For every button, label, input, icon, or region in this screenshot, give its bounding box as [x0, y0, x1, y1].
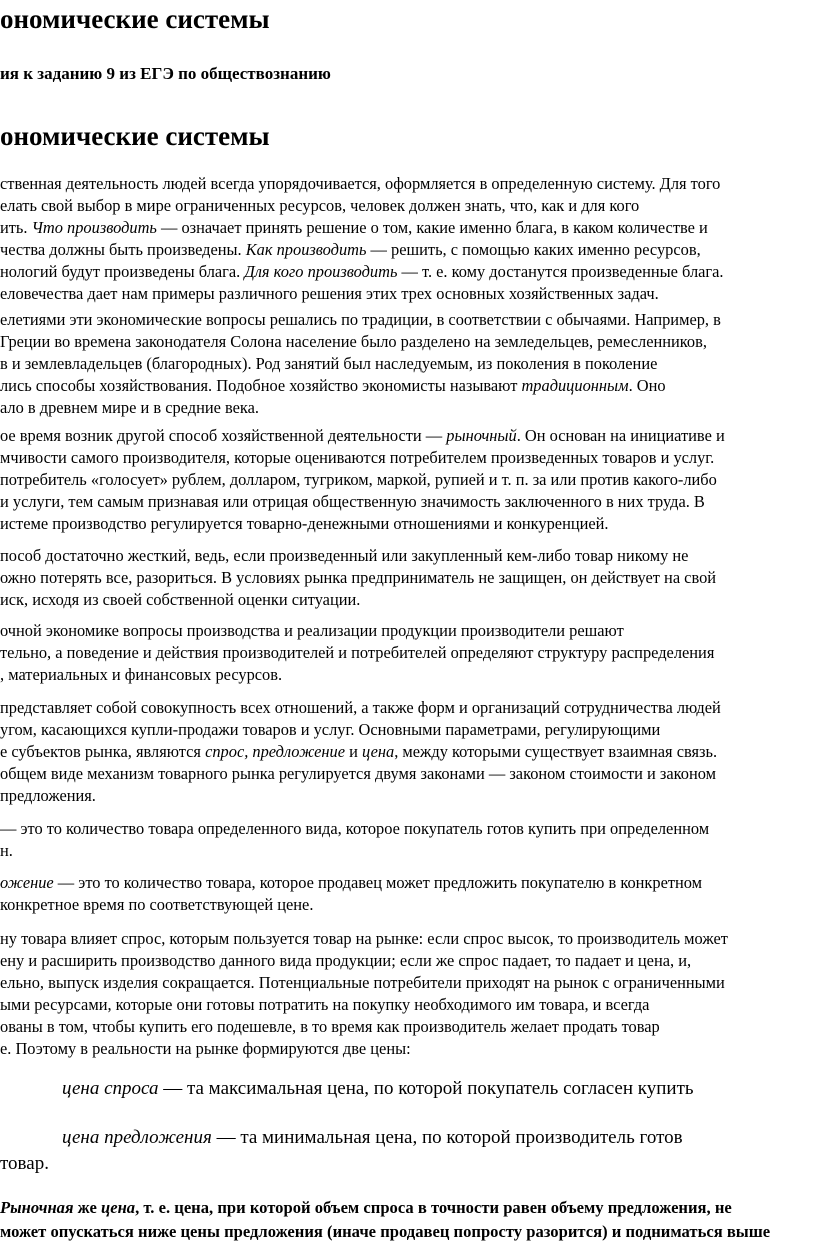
text-run: нологий будут произведены блага.	[0, 262, 245, 281]
text-run: — та максимальная цена, по которой покупатель согласен купить	[158, 1078, 694, 1099]
paragraph-line: представляет собой совокупность всех отношений, а также форм и организаций сотрудничества людей	[0, 698, 721, 717]
price-demand-definition	[62, 1076, 816, 1102]
text-run: — т. е. кому достанутся произведенные блага.	[397, 262, 724, 281]
text-run: — решить, с помощью каких именно ресурсов,	[366, 240, 701, 259]
paragraph-line: ало в древнем мире и в средние века.	[0, 398, 260, 417]
emphasis-text: цена	[100, 1198, 136, 1217]
paragraph-line: мчивости самого производителя, которые оцениваются потребителем произведенных товаров и услуг.	[0, 448, 715, 467]
paragraph-line: ственная деятельность людей всегда упорядочивается, оформляется в определенную систему. Для того	[0, 174, 721, 193]
paragraph-line	[0, 425, 816, 447]
text-run: . Оно	[628, 376, 666, 395]
paragraph-line	[0, 375, 816, 397]
emphasis-text: Что производить	[31, 218, 157, 237]
paragraph-line: елетиями эти экономические вопросы решались по традиции, в соответствии с обычаями. Например, в	[0, 310, 721, 329]
text-run: и	[345, 742, 362, 761]
paragraph-line	[0, 872, 816, 894]
paragraph-line: в и землевладельцев (благородных). Род занятий был наследуемым, из поколения в поколение	[0, 354, 658, 373]
emphasis-text: цена предложения	[62, 1127, 212, 1148]
text-run: — это то количество товара, которое продавец может предложить покупателю в конкретном	[53, 873, 703, 892]
paragraph-line: елать свой выбор в мире ограниченных ресурсов, человек должен знать, что, как и для кого	[0, 196, 640, 215]
paragraph-6	[0, 697, 816, 807]
paragraph-line: конкретное время по соответствующей цене.	[0, 895, 314, 914]
paragraph-7	[0, 818, 816, 862]
text-run: же	[73, 1198, 101, 1217]
price-supply-definition	[62, 1125, 816, 1151]
paragraph-line: , материальных и финансовых ресурсов.	[0, 665, 283, 684]
text-run: чества должны быть произведены.	[0, 240, 246, 259]
paragraph-line: ожно потерять все, разориться. В условиях рынка предприниматель не защищен, он действует на свой	[0, 568, 717, 587]
paragraph-line: общем виде механизм товарного рынка регулируется двумя законами — законом стоимости и законом	[0, 764, 716, 783]
emphasis-text: спрос, предложение	[205, 742, 345, 761]
paragraph-line: н.	[0, 841, 13, 860]
price-demand-line	[62, 1076, 816, 1102]
emphasis-text: традиционным	[521, 376, 629, 395]
text-run: лись способы хозяйствования. Подобное хозяйство экономисты называют	[0, 376, 522, 395]
paragraph-line: ну товара влияет спрос, которым пользуется товар на рынке: если спрос высок, то производитель может	[0, 929, 728, 948]
paragraph-line: е. Поэтому в реальности на рынке формируются две цены:	[0, 1039, 411, 1058]
paragraph-line: пособ достаточно жесткий, ведь, если произведенный или закупленный кем-либо товар никому не	[0, 546, 689, 565]
page-subtitle: ия к заданию 9 из ЕГЭ по обществознанию	[0, 64, 331, 83]
paragraph-line	[0, 239, 816, 261]
paragraph-line: Греции во времена законодателя Солона население было разделено на земледельцев, ремесленников,	[0, 332, 707, 351]
paragraph-2	[0, 309, 816, 419]
text-run: — та минимальная цена, по которой производитель готов	[211, 1127, 683, 1148]
paragraph-3	[0, 425, 816, 535]
section-title: ономические системы	[0, 121, 270, 151]
text-run: , между которыми существует взаимная связь.	[394, 742, 718, 761]
paragraph-8	[0, 872, 816, 916]
paragraph-line	[0, 741, 816, 763]
paragraph-line: еловечества дает нам примеры различного решения этих трех основных хозяйственных задач.	[0, 284, 659, 303]
paragraph-line: ельно, выпуск изделия сокращается. Потенциальные потребители приходят на рынок с ограниченными	[0, 973, 725, 992]
paragraph-line: предложения.	[0, 786, 96, 805]
text-run: — означает принять решение о том, какие именно блага, в каком количестве и	[156, 218, 708, 237]
price-supply-tail-text: товар.	[0, 1153, 49, 1174]
paragraph-line: ену и расширить производство данного вида продукции; если же спрос падает, то падает и цена, и,	[0, 951, 692, 970]
page-title: ономические системы	[0, 4, 270, 34]
emphasis-text: Как производить	[245, 240, 367, 259]
price-supply-line	[62, 1125, 816, 1151]
price-supply-tail	[0, 1151, 816, 1177]
emphasis-text: цена спроса	[62, 1078, 159, 1099]
paragraph-9	[0, 928, 816, 1060]
paragraph-4	[0, 545, 816, 611]
paragraph-line: — это то количество товара определенного вида, которое покупатель готов купить при определенном	[0, 819, 710, 838]
paragraph-1	[0, 173, 816, 305]
paragraph-line: ованы в том, чтобы купить его подешевле, в то время как производитель желает продать товар	[0, 1017, 660, 1036]
emphasis-text: ожение	[0, 873, 54, 892]
market-price-paragraph	[0, 1196, 816, 1244]
paragraph-line: и услуги, тем самым признавая или отрицая общественную значимость заключенного в них труда. В	[0, 492, 705, 511]
paragraph-line: иск, исходя из своей собственной оценки ситуации.	[0, 590, 361, 609]
paragraph-line: может опускаться ниже цены предложения (иначе продавец попросту разорится) и подниматься выше	[0, 1222, 771, 1241]
paragraph-line: истеме производство регулируется товарно-денежными отношениями и конкуренцией.	[0, 514, 609, 533]
paragraph-line: тельно, а поведение и действия производителей и потребителей определяют структуру распределения	[0, 643, 715, 662]
paragraph-line: очной экономике вопросы производства и реализации продукции производители решают	[0, 621, 624, 640]
paragraph-line: потребитель «голосует» рублем, долларом, тугриком, маркой, рупией и т. п. за или против какого-либо	[0, 470, 717, 489]
emphasis-text: Рыночная	[0, 1198, 74, 1217]
text-run: ить.	[0, 218, 32, 237]
text-run: ое время возник другой способ хозяйственной деятельности —	[0, 426, 447, 445]
emphasis-text: цена	[361, 742, 395, 761]
paragraph-line	[0, 1196, 816, 1220]
text-run: . Он основан на инициативе и	[516, 426, 725, 445]
text-run: , т. е. цена, при которой объем спроса в точности равен объему предложения, не	[135, 1198, 732, 1217]
paragraph-line	[0, 261, 816, 283]
paragraph-line: ыми ресурсами, которые они готовы потратить на покупку необходимого им товара, и всегда	[0, 995, 650, 1014]
paragraph-5	[0, 620, 816, 686]
emphasis-text: Для кого производить	[244, 262, 398, 281]
emphasis-text: рыночный	[446, 426, 517, 445]
text-run: е субъектов рынка, являются	[0, 742, 206, 761]
paragraph-line: угом, касающихся купли-продажи товаров и услуг. Основными параметрами, регулирующими	[0, 720, 661, 739]
paragraph-line	[0, 217, 816, 239]
